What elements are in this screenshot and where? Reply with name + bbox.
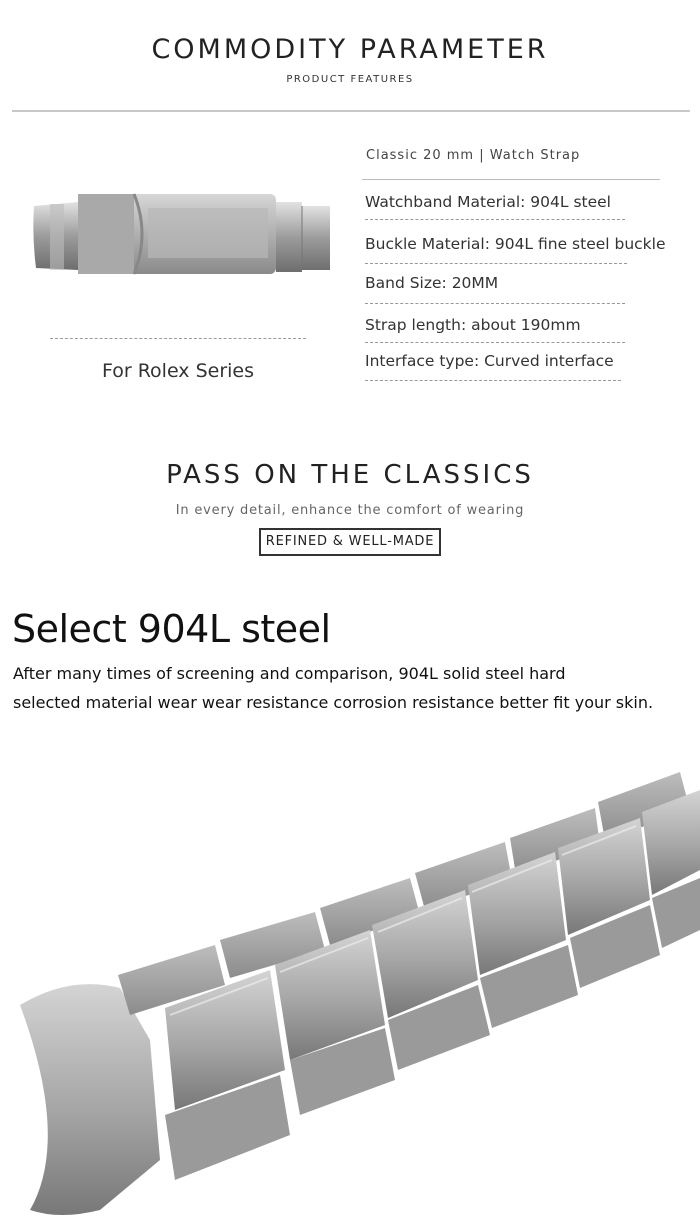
spec-divider bbox=[365, 303, 625, 304]
spec-heading: Classic 20 mm | Watch Strap bbox=[366, 148, 581, 163]
material-description-line: After many times of screening and comparison, 904L solid steel hard bbox=[13, 664, 566, 683]
material-description-line: selected material wear wear resistance corrosion resistance better fit your skin. bbox=[13, 693, 654, 712]
section-subtitle: In every detail, enhance the comfort of wearing bbox=[175, 503, 525, 518]
refined-badge-label: REFINED & WELL-MADE bbox=[265, 534, 435, 549]
caption-divider bbox=[50, 338, 306, 339]
spec-heading-divider bbox=[362, 179, 660, 180]
section-title: PASS ON THE CLASSICS bbox=[166, 460, 534, 490]
material-title: Select 904L steel bbox=[12, 607, 331, 651]
spec-item: Strap length: about 190mm bbox=[365, 316, 581, 334]
watch-strap-image bbox=[30, 188, 334, 284]
spec-divider bbox=[365, 342, 625, 343]
spec-divider bbox=[365, 263, 627, 264]
spec-divider bbox=[365, 219, 625, 220]
header-divider bbox=[12, 110, 690, 112]
spec-divider bbox=[365, 380, 621, 381]
series-caption: For Rolex Series bbox=[101, 360, 255, 382]
watch-bracelet-image bbox=[0, 740, 700, 1227]
spec-item: Band Size: 20MM bbox=[365, 274, 499, 292]
spec-item: Interface type: Curved interface bbox=[365, 352, 614, 370]
page-subtitle: PRODUCT FEATURES bbox=[286, 74, 414, 85]
refined-badge bbox=[259, 528, 441, 556]
page-title: COMMODITY PARAMETER bbox=[151, 34, 549, 65]
spec-item: Watchband Material: 904L steel bbox=[365, 193, 611, 211]
spec-item: Buckle Material: 904L fine steel buckle bbox=[365, 235, 666, 253]
